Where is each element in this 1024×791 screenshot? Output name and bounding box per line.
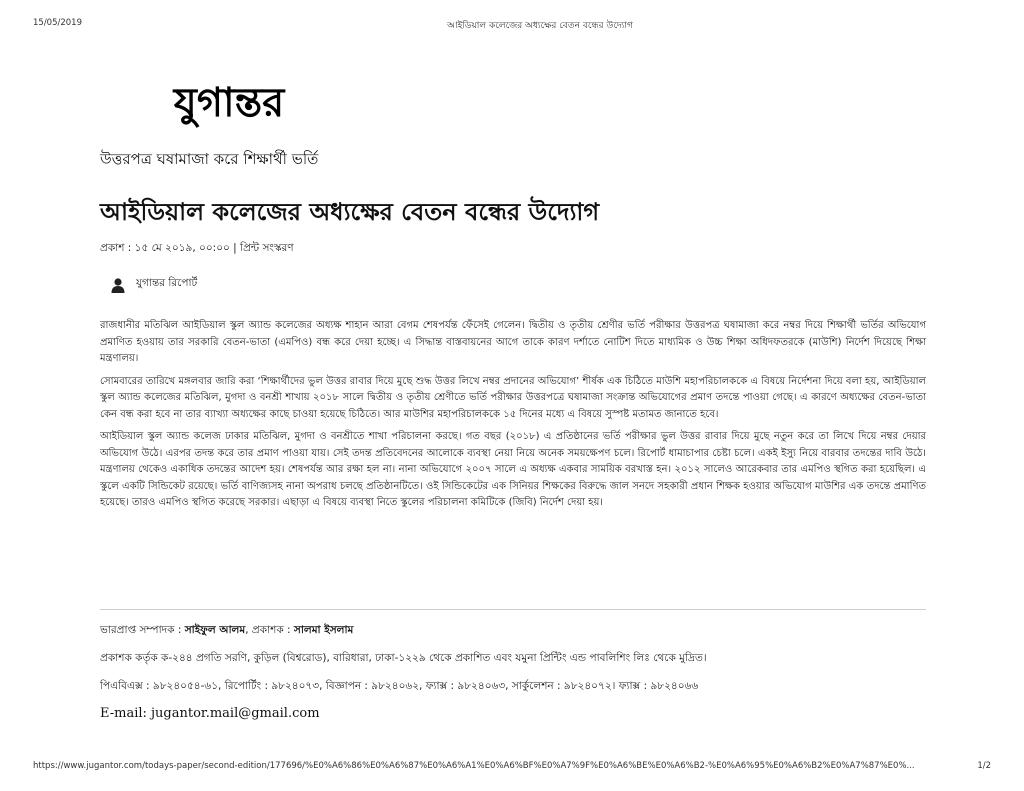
editor-publisher-line (100, 622, 926, 638)
footer-divider (100, 609, 926, 610)
publish-info: প্রকাশ : ১৫ মে ২০১৯, ০০:০০ | প্রিন্ট সংস্করণ (100, 242, 294, 254)
publisher-address: প্রকাশক কর্তৃক ক-২৪৪ প্রগতি সরণি, কুড়িল (বিশ্বরোড), বারিধারা, ঢাকা-১২২৯ থেকে প্রকাশিত এবং যমুনা প্রিন্টিং এন্ড পাবলিশিং লিঃ থেকে মুদ্রিত। (100, 652, 707, 664)
publisher-name: সালমা ইসলাম (293, 624, 354, 636)
article-body (100, 318, 926, 518)
contact-phones: পিএবিএক্স : ৯৮২৪০৫৪-৬১, রিপোর্টিং : ৯৮২৪০৭৩, বিজ্ঞাপন : ৯৮২৪০৬২, ফ্যাক্স : ৯৮২৪০৬৩, সার্কুলেশন : ৯৮২৪০৭২। ফ্যাক্স : ৯৮২৪০৬৬ (100, 680, 699, 692)
newspaper-footer (100, 622, 926, 721)
article-paragraph: রাজধানীর মতিঝিল আইডিয়াল স্কুল অ্যান্ড কলেজের অধ্যক্ষ শাহান আরা বেগম শেষপর্যন্ত ফেঁসেই গেলেন। দ্বিতীয় ও তৃতীয় শ্রেণীর ভর্তি পরীক্ষার উত্তরপত্র ঘষামাজা করে নম্বর দিয়ে শিক্ষার্থী ভর্তির অভিযোগ প্রমাণিত হওয়ায় তার সরকারি বেতন-ভাতা (এমপিও) বন্ধ করে দেয়া হচ্ছে। এ সিদ্ধান্ত বাস্তবায়নের আগে তাকে কারণ দর্শাতে নোটিশ দিতে মাধ্যমিক ও উচ্চ শিক্ষা অধিদফতরকে (মাউশি) নির্দেশ দিয়েছে শিক্ষা মন্ত্রণালয়। (100, 320, 926, 364)
contact-email: E-mail: jugantor.mail@gmail.com (100, 706, 320, 721)
article-headline: আইডিয়াল কলেজের অধ্যক্ষের বেতন বন্ধের উদ্যোগ (100, 198, 600, 226)
jugantor-logo (98, 76, 360, 128)
article-subheadline: উত্তরপত্র ঘষামাজা করে শিক্ষার্থী ভর্তি (100, 150, 319, 168)
author-byline (110, 276, 197, 293)
page-url: https://www.jugantor.com/todays-paper/second-edition/177696/%E0%A6%86%E0%A6%87%E0%A6%A1%E0%A6%BF%E0%A7%9F%E0%A6%BE%E0%A6%B2-%E0%A6%95%E0%A6%B2%E0%A7%87%E0%... (33, 761, 915, 771)
logo-text: যুগান্তর (173, 80, 285, 126)
editor-name: সাইফুল আলম (184, 624, 246, 636)
print-date: 15/05/2019 (33, 18, 82, 28)
article-paragraph: আইডিয়াল স্কুল অ্যান্ড কলেজ ঢাকার মতিঝিল, মুগদা ও বনশ্রীতে শাখা পরিচালনা করছে। গত বছর (২০১৮) এ প্রতিষ্ঠানের ভর্তি পরীক্ষার ভুল উত্তর রাবার দিয়ে মুছে নতুন করে তা লিখে দিয়ে নম্বর দেয়ার অভিযোগ উঠে। এরপর তদন্ত করে তার প্রমাণ পাওয়া যায়। সেই তদন্ত প্রতিবেদনের আলোকে ব্যবস্থা নেয়া নিয়ে অনেক সময়ক্ষেপণ চলে। রিপোর্ট ধামাচাপার চেষ্টা চলে। একই ইস্যু নিয়ে বারবার তদন্তের দাবি উঠে। মন্ত্রণালয় থেকেও একাধিক তদন্তের আদেশ হয়। শেষপর্যন্ত আর রক্ষা হল না। নানা অভিযোগে ২০০৭ সালে এ অধ্যক্ষ একবার সাময়িক বরখাস্ত হন। ২০১২ সালেও আরেকবার তার এমপিও স্থগিত করা হয়েছিল। এ স্কুলে একটি সিন্ডিকেট রয়েছে। ভর্তি বাণিজ্যসহ নানা অপরাধ চলছে প্রতিষ্ঠানটিতে। ওই সিন্ডিকেটের এক সিনিয়র শিক্ষকের বিরুদ্ধে জাল সনদে সহকারী প্রধান শিক্ষক হওয়ার অভিযোগ মাউশির এক তদন্তে প্রমাণিত হয়েছে। তারও এমপিও স্থগিত করেছে সরকার। এছাড়া এ বিষয়ে ব্যবস্থা নিতে স্কুলের পরিচালনা কমিটিকে (জিবি) নির্দেশ দেয়া হয়। (100, 431, 926, 508)
editor-label: ভারপ্রাপ্ত সম্পাদক : (100, 624, 185, 636)
print-title: আইডিয়াল কলেজের অধ্যক্ষের বেতন বন্ধের উদ্যোগ (447, 21, 633, 31)
article-paragraph: সোমবারের তারিখে মঙ্গলবার জারি করা ‘শিক্ষার্থীদের ভুল উত্তর রাবার দিয়ে মুছে শুদ্ধ উত্তর লিখে নম্বর প্রদানের অভিযোগ’ শীর্ষক এক চিঠিতে মাউশি মহাপরিচালককে এ বিষয়ে নির্দেশনা দিয়ে বলা হয়, আইডিয়াল স্কুল অ্যান্ড কলেজের মতিঝিল, মুগদা ও বনশ্রী শাখায় ২০১৮ সালে দ্বিতীয় ও তৃতীয় শ্রেণীতে ভর্তি পরীক্ষার উত্তরপত্রে ঘষামাজা সংক্রান্ত অভিযোগের প্রমাণ তদন্তে পাওয়া গেছে। এ কারণে অধ্যক্ষের বেতন-ভাতা কেন বন্ধ করা হবে না তার ব্যাখ্যা অধ্যক্ষের কাছে চাওয়া হয়েছে চিঠিতে। আর মাউশির মহাপরিচালককে ১৫ দিনের মধ্যে এ বিষয়ে সুস্পষ্ট মতামত জানাতে হবে। (100, 375, 926, 420)
publisher-label: , প্রকাশক : (245, 624, 294, 636)
author-name: যুগান্তর রিপোর্ট (136, 277, 198, 289)
page-number: 1/2 (977, 761, 991, 771)
user-icon (110, 277, 126, 293)
